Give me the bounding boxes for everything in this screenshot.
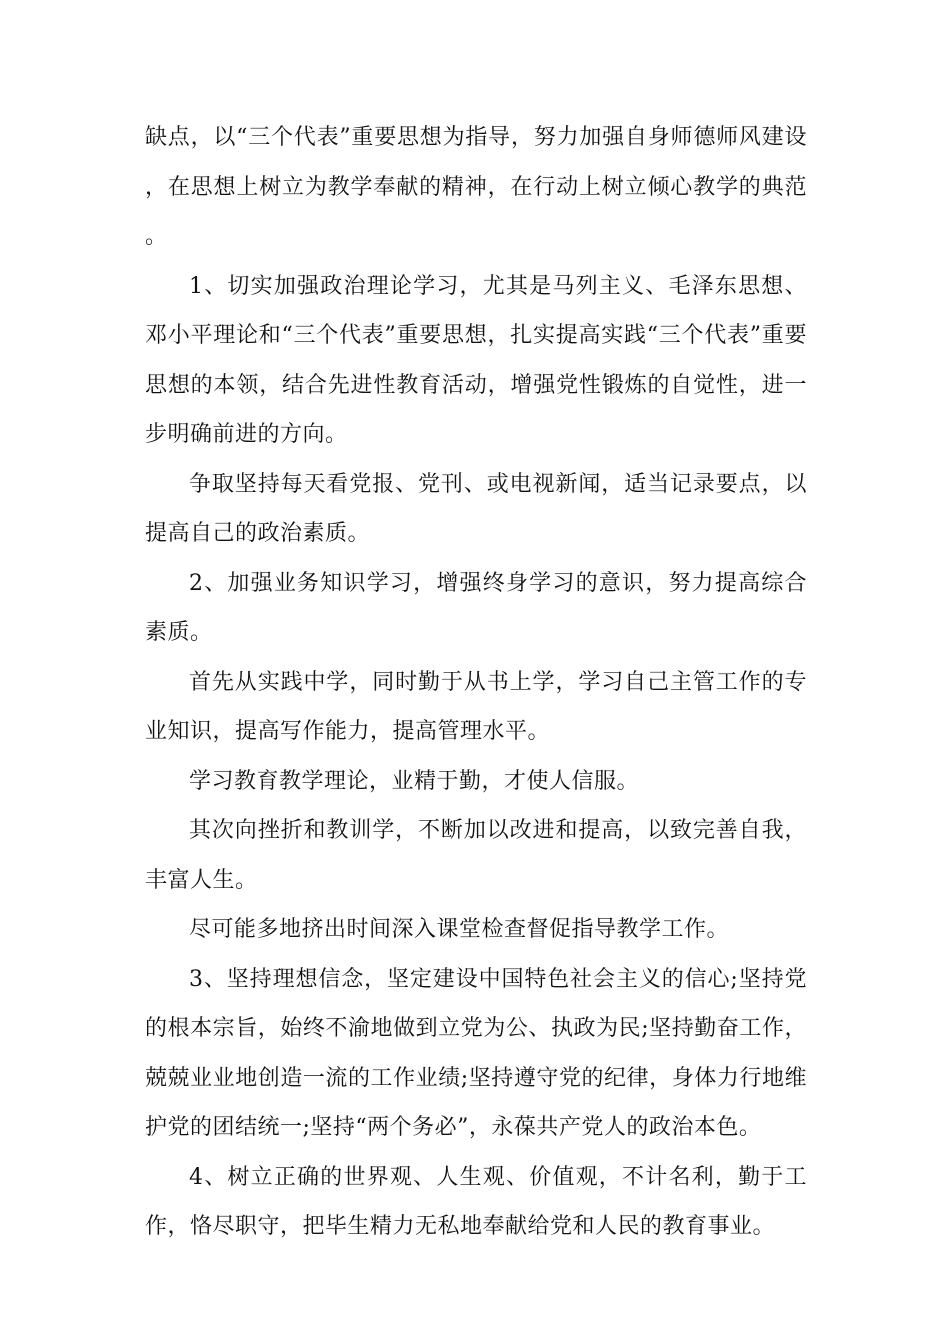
paragraph-news-reading: 争取坚持每天看党报、党刊、或电视新闻，适当记录要点，以提高自己的政治素质。 bbox=[145, 471, 807, 546]
paragraph-point-4: 4、树立正确的世界观、人生观、价值观，不计名利，勤于工作，恪尽职守，把毕生精力无私地奉献给党和人民的教育事业。 bbox=[145, 1164, 807, 1239]
paragraph-theory-learning: 学习教育教学理论，业精于勤，才使人信服。 bbox=[189, 768, 640, 794]
document-body bbox=[145, 113, 807, 1252]
paragraph-lessons-learning: 其次向挫折和教训学，不断加以改进和提高，以致完善自我，丰富人生。 bbox=[145, 818, 807, 893]
paragraph-point-2: 2、加强业务知识学习，增强终身学习的意识，努力提高综合素质。 bbox=[145, 570, 807, 645]
paragraph-practice-learning: 首先从实践中学，同时勤于从书上学，学习自己主管工作的专业知识，提高写作能力，提高管理水平。 bbox=[145, 669, 807, 744]
paragraph-continuation: 缺点，以“三个代表”重要思想为指导，努力加强自身师德师风建设，在思想上树立为教学奉献的精神，在行动上树立倾心教学的典范。 bbox=[145, 125, 807, 249]
paragraph-point-3: 3、坚持理想信念，坚定建设中国特色社会主义的信心;坚持党的根本宗旨，始终不渝地做到立党为公、执政为民;坚持勤奋工作，兢兢业业地创造一流的工作业绩;坚持遵守党的纪律，身体力行地维护党的团结统一;坚持“两个务必”，永葆共产党人的政治本色。 bbox=[145, 966, 807, 1140]
paragraph-point-1: 1、切实加强政治理论学习，尤其是马列主义、毛泽东思想、邓小平理论和“三个代表”重要思想，扎实提高实践“三个代表”重要思想的本领，结合先进性教育活动，增强党性锻炼的自觉性，进一步明确前进的方向。 bbox=[145, 273, 807, 447]
paragraph-classroom-inspection: 尽可能多地挤出时间深入课堂检查督促指导教学工作。 bbox=[189, 917, 730, 942]
